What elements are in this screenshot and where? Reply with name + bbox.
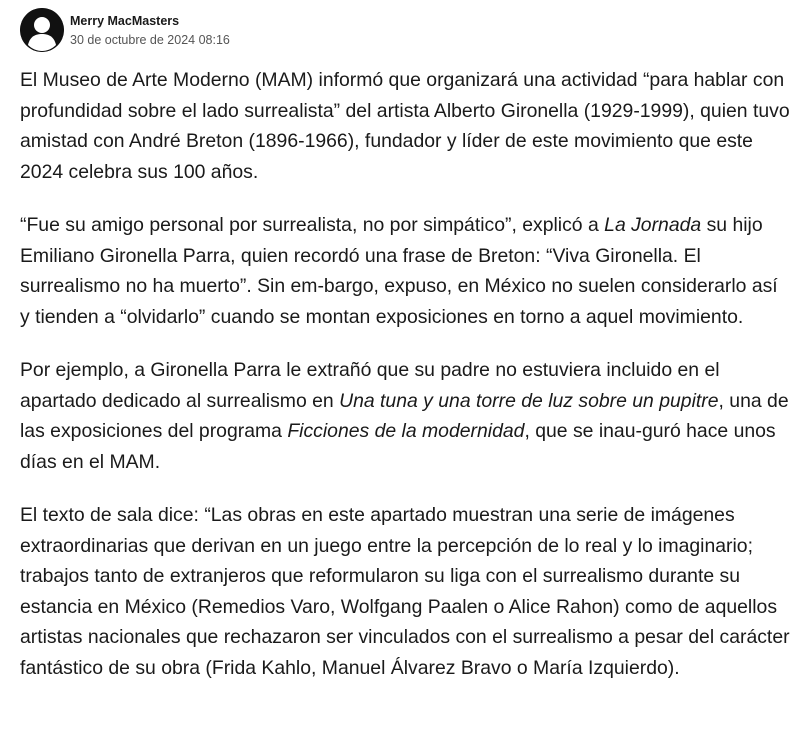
newspaper-title: La Jornada: [604, 214, 702, 236]
exhibition-program-title: Ficciones de la modernidad: [287, 420, 525, 442]
author-name[interactable]: Merry MacMasters: [70, 13, 180, 28]
article-paragraph-3: [20, 355, 792, 477]
avatar[interactable]: [20, 8, 64, 52]
article-paragraph-1: El Museo de Arte Moderno (MAM) informó que organizará una actividad “para hablar con profundidad sobre el lado surrealista” del artista Alberto Gironella (1929-1999), quien tuvo amistad con André Breton (1896-1966), fundador y líder de este movimiento que este 2024 celebra sus 100 años.: [20, 69, 790, 183]
exhibition-section-title: Una tuna y una torre de luz sobre un pupitre: [339, 389, 719, 412]
paragraph-text: , una de las exposiciones del programa: [20, 389, 789, 442]
article-paragraph-2: [20, 210, 792, 332]
article-body: [20, 65, 792, 706]
paragraph-text: “Fue su amigo personal por surrealista, no por simpático”, explicó a: [20, 214, 605, 236]
paragraph-text: su hijo Emiliano Gironella Parra, quien recordó una frase de Breton: “Viva Gironella. El surrealismo no ha muerto”. Sin em-bargo, expuso, en México no suelen considerarlo así y tienden a “olvidarlo” cuando se montan exposiciones en torno a aquel movimiento.: [20, 214, 778, 328]
user-silhouette-icon: [20, 8, 64, 52]
paragraph-text: Por ejemplo, a Gironella Parra le extrañó que su padre no estuviera incluido en el apartado dedicado al surrealismo en: [20, 359, 720, 412]
paragraph-text: , que se inau-guró hace unos días en el MAM.: [20, 420, 776, 473]
post-meta: [70, 13, 230, 48]
post-date: 30 de octubre de 2024 08:16: [70, 32, 230, 47]
article-paragraph-4: El texto de sala dice: “Las obras en este apartado muestran una serie de imágenes extraordinarias que derivan en un juego entre la percepción de lo real y lo imaginario; trabajos tanto de extranjeros que reformularon su liga con el surrealismo durante su estancia en México (Remedios Varo, Wolfgang Paalen o Alice Rahon) como de aquellos artistas nacionales que rechazaron ser vinculados con el surrealismo a pesar del carácter fantástico de su obra (Frida Kahlo, Manuel Álvarez Bravo o María Izquierdo).: [20, 504, 790, 679]
post-header: [20, 8, 230, 52]
